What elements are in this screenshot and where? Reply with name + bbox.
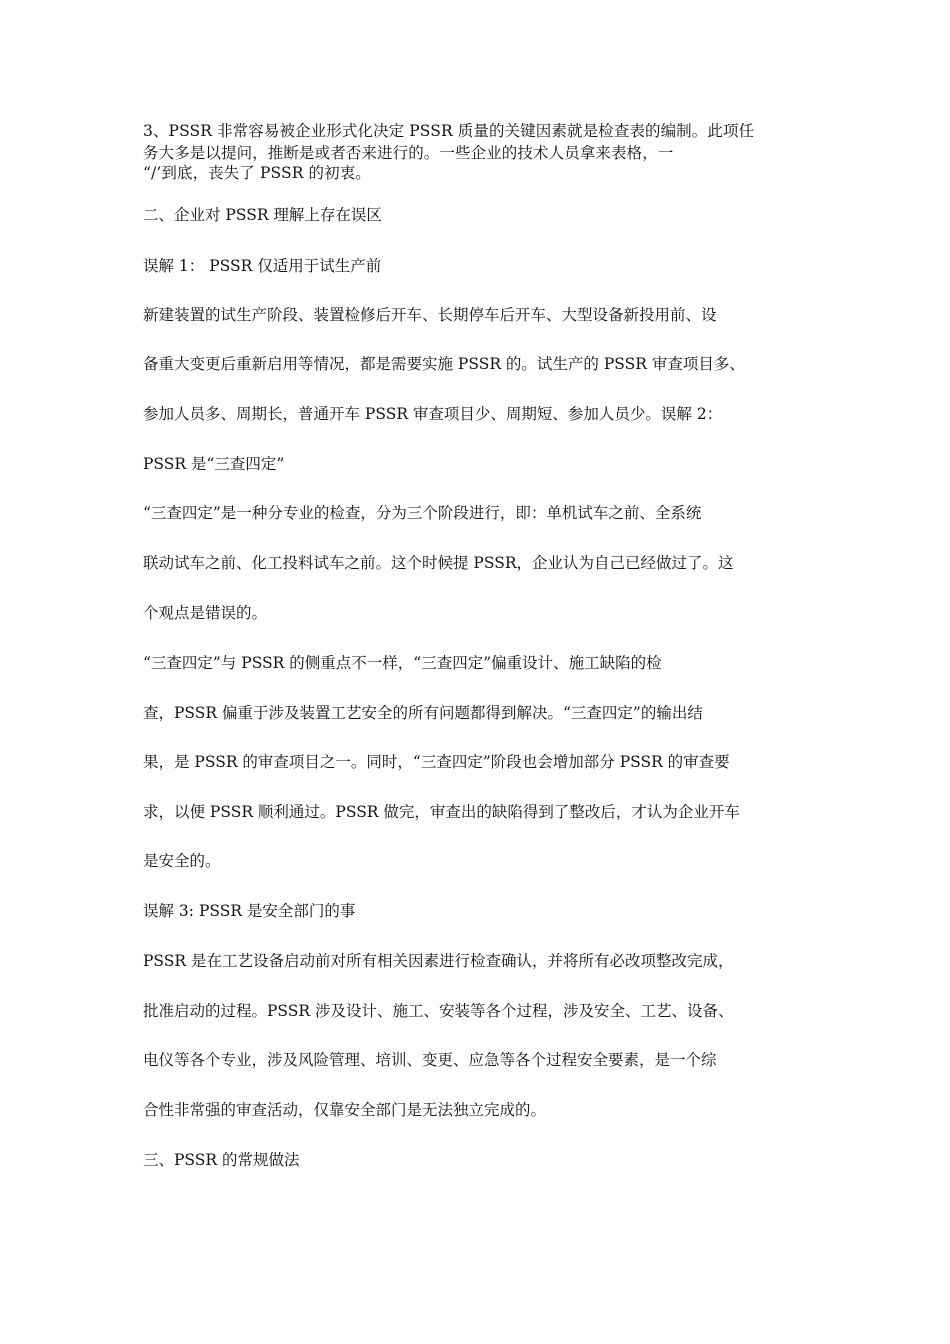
misconception3-line-2: 批准启动的过程。PSSR 涉及设计、施工、安装等各个过程，涉及安全、工艺、设备、 — [143, 1002, 734, 1020]
comparison-line-4: 求，以便 PSSR 顺利通过。PSSR 做完，审查出的缺陷得到了整改后，才认为企业开车 — [143, 803, 740, 821]
misconception3-line-1: PSSR 是在工艺设备启动前对所有相关因素进行检查确认，并将所有必改项整改完成， — [143, 952, 734, 970]
comparison-line-1: “三查四定”与 PSSR 的侧重点不一样，“三查四定”偏重设计、施工缺陷的检 — [143, 654, 662, 672]
intro-line-3: “/’到底，丧失了 PSSR 的初衷。 — [143, 164, 371, 182]
misconception3-line-4: 合性非常强的审查活动，仅靠安全部门是无法独立完成的。 — [143, 1101, 547, 1119]
comparison-line-3: 果，是 PSSR 的审查项目之一。同时，“三查四定”阶段也会增加部分 PSSR 的审查要 — [143, 753, 730, 771]
comparison-line-2: 查，PSSR 偏重于涉及装置工艺安全的所有问题都得到解决。“三查四定”的输出结 — [143, 704, 703, 722]
section3-heading: 三、PSSR 的常规做法 — [143, 1151, 300, 1169]
three-checks-line-3: 个观点是错误的。 — [143, 604, 268, 622]
misconception3-title: 误解 3: PSSR 是安全部门的事 — [143, 902, 356, 920]
misconception2-title: PSSR 是“三查四定” — [143, 455, 285, 473]
misconception1-line-1: 新建装置的试生产阶段、装置检修后开车、长期停车后开车、大型设备新投用前、设 — [143, 306, 717, 324]
misconception1-line-2: 备重大变更后重新启用等情况，都是需要实施 PSSR 的。试生产的 PSSR 审查项目多、 — [143, 355, 745, 373]
section2-heading: 二、企业对 PSSR 理解上存在误区 — [143, 206, 382, 224]
three-checks-line-2: 联动试车之前、化工投料试车之前。这个时候提 PSSR，企业认为自己已经做过了。这 — [143, 554, 734, 572]
comparison-line-5: 是安全的。 — [143, 852, 221, 870]
misconception3-line-3: 电仪等各个专业，涉及风险管理、培训、变更、应急等各个过程安全要素，是一个综 — [143, 1051, 717, 1069]
misconception1-line-3: 参加人员多、周期长，普通开车 PSSR 审查项目少、周期短、参加人员少。误解 2： — [143, 405, 723, 423]
three-checks-line-1: “三查四定”是一种分专业的检查，分为三个阶段进行，即：单机试车之前、全系统 — [143, 504, 702, 522]
intro-line-2: 务大多是以提问，推断是或者否来进行的。一些企业的技术人员拿来表格，一 — [143, 144, 674, 162]
intro-line-1: 3、PSSR 非常容易被企业形式化决定 PSSR 质量的关键因素就是检查表的编制。此项任 — [143, 122, 755, 140]
misconception1-title: 误解 1： PSSR 仅适用于试生产前 — [143, 257, 382, 275]
